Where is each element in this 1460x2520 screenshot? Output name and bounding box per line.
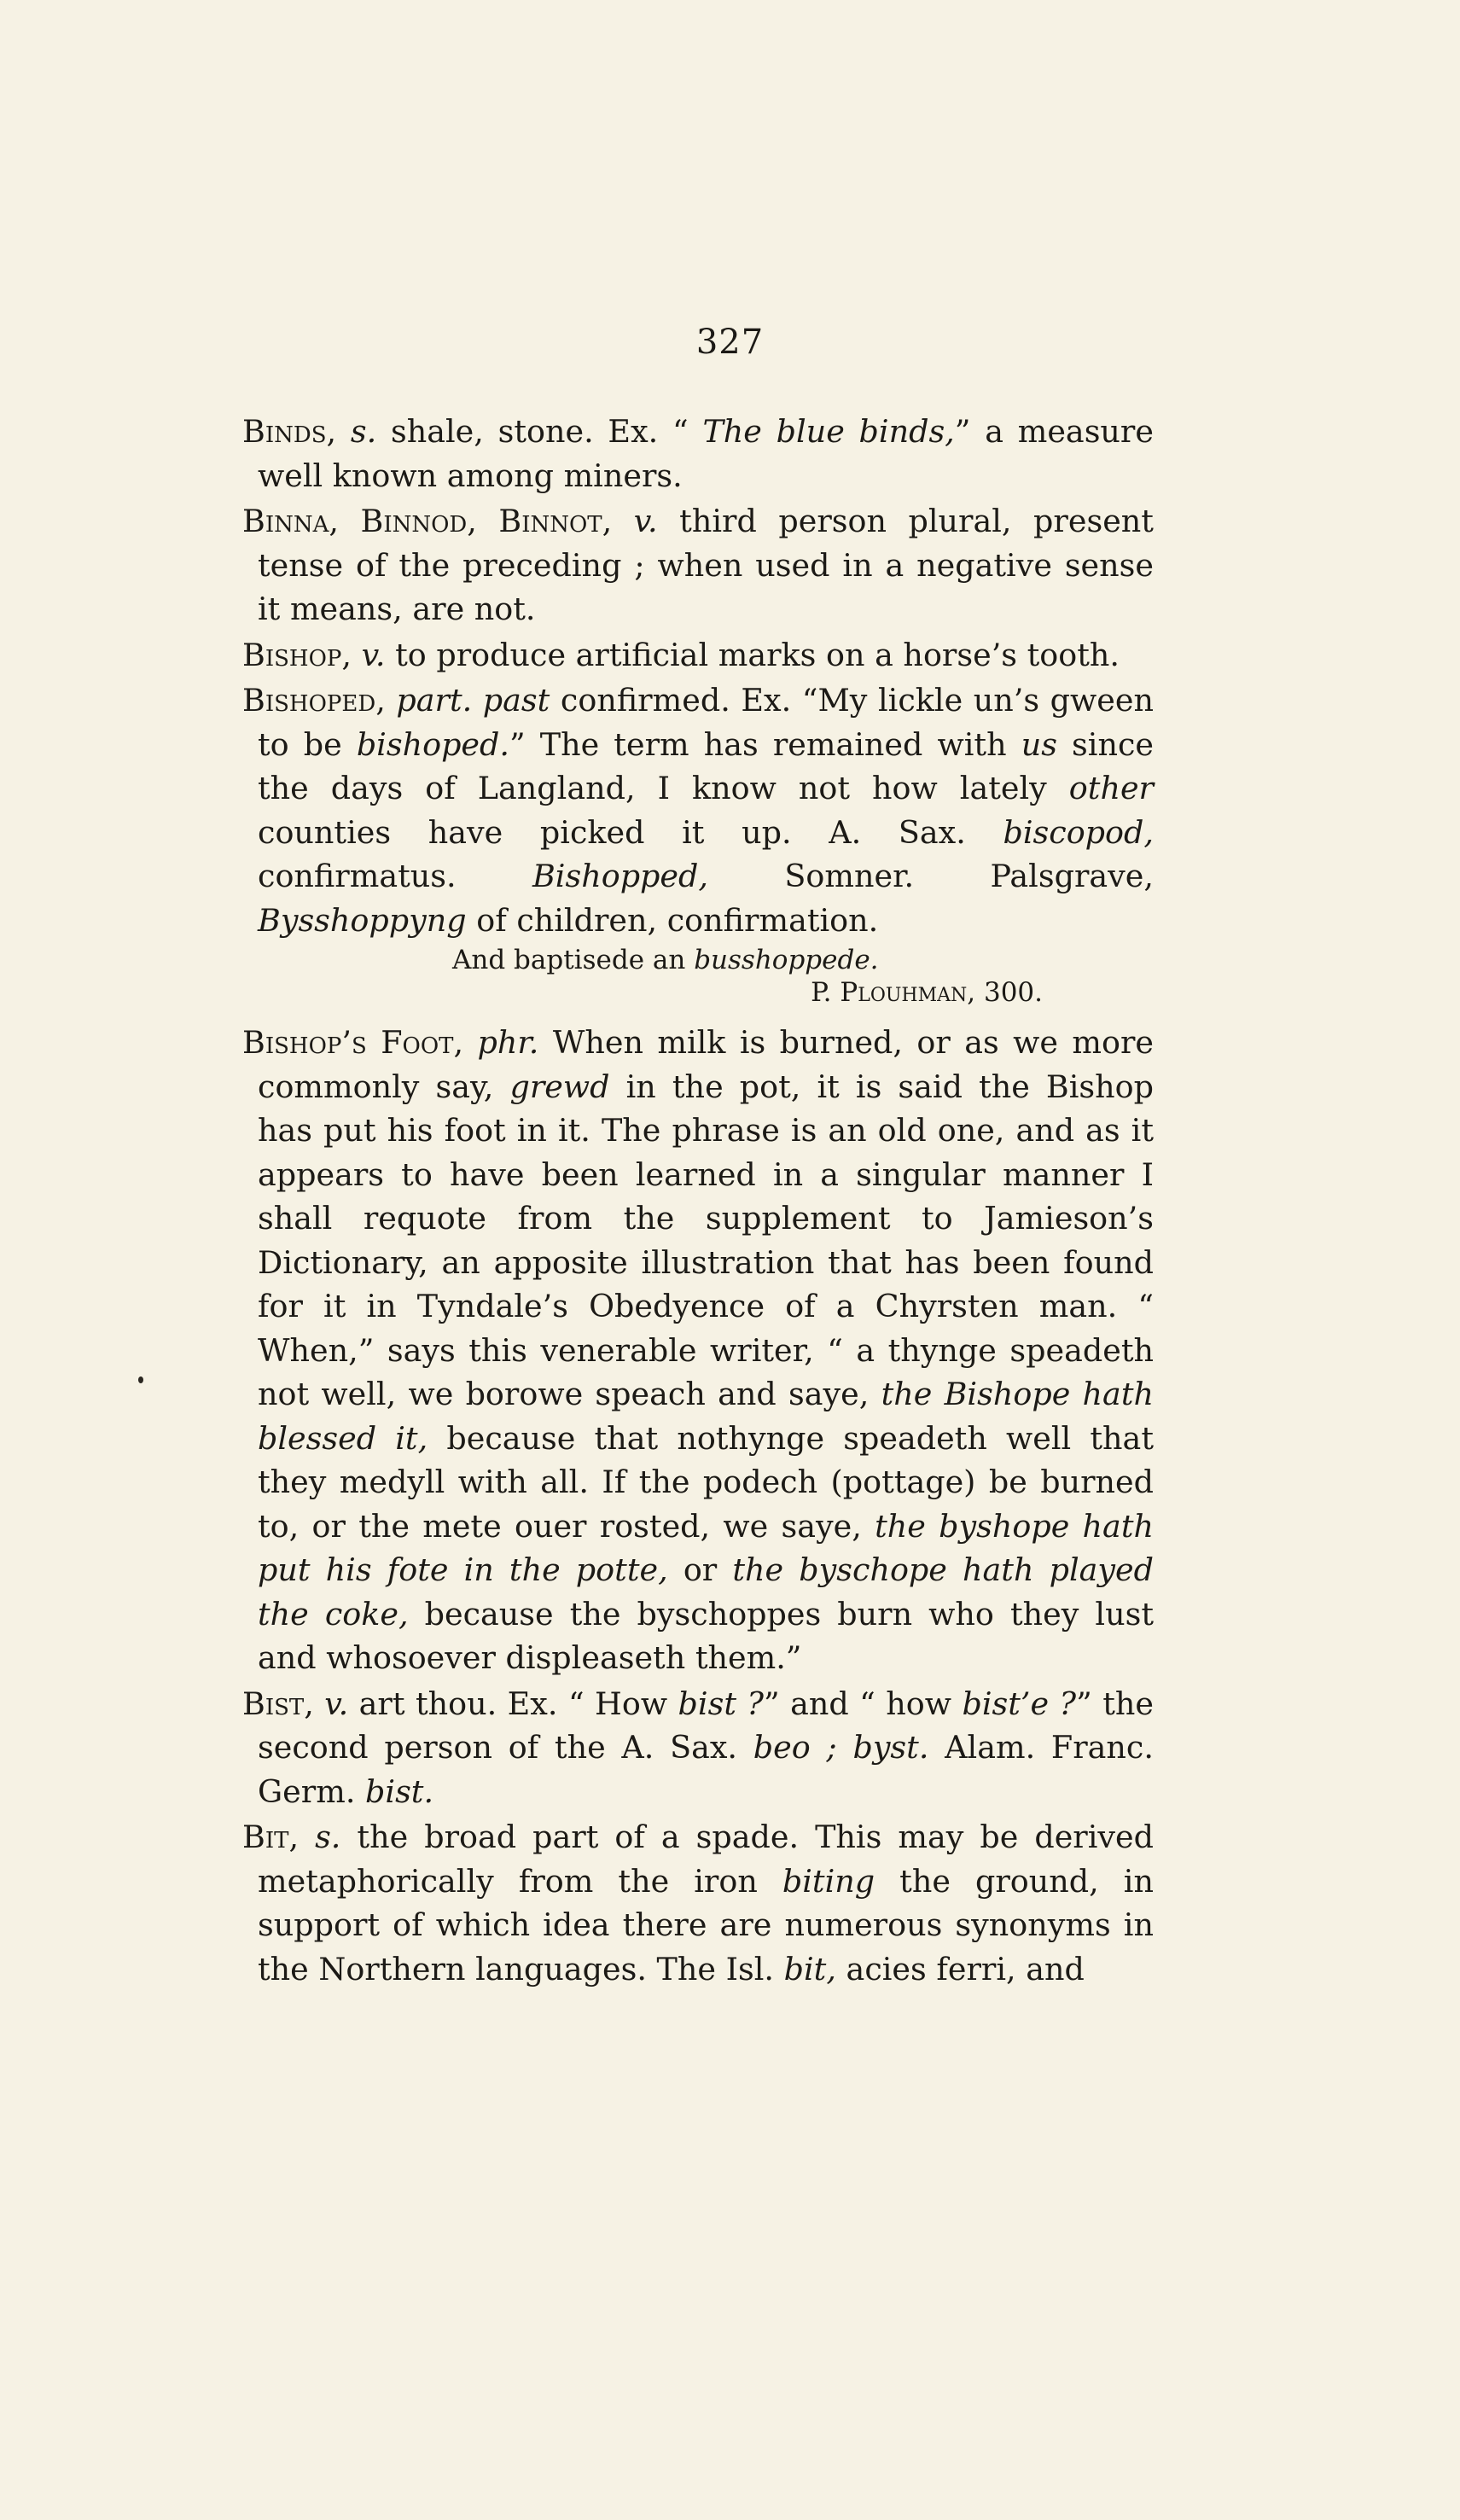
- entry-bishoped: Bishoped, part. past confirmed. Ex. “My lickle un’s gween to be bishoped.” The term has remained with us since the days of Langland, I know not how lately other counties have picked it up. A. Sax. biscopod, confirmatus. Bishopped, Somner. Palsgrave, Bysshoppyng of children, confirmation.: [242, 682, 1154, 939]
- headword: Binna, Binnod, Binnot: [242, 503, 602, 539]
- quotation-line: And baptisede an busshoppede.: [452, 945, 879, 975]
- part-of-speech: phr.: [477, 1024, 539, 1061]
- entry-bishops-foot: Bishop’s Foot, phr. When milk is burned, or as we more commonly say, grewd in the pot, it is said the Bishop has put his foot in it. The phrase is an old one, and as it appears to have been learned in a singular manner I shall requote from the supplement to Jamieson’s Dictionary, an apposite illustration that has been found for it in Tyndale’s Obedyence of a Chyrsten man. “ When,” says this venerable writer, “ a thynge speadeth not well, we borowe speach and saye, the Bishope hath blessed it, because that nothynge speadeth well that they medyll with all. If the podech (pottage) be burned to, or the mete ouer rosted, we saye, the byshope hath put his fote in the potte, or the byschope hath played the coke, because the byschoppes burn who they lust and whosoever displeaseth them.”: [242, 1024, 1154, 1676]
- headword: Bishoped: [242, 682, 376, 719]
- part-of-speech: v.: [324, 1685, 349, 1722]
- entry-binna: Binna, Binnod, Binnot, v. third person plural, present tense of the preceding ; when used in a negative sense it means, are not.: [242, 503, 1154, 627]
- entry-binds: Binds, s. shale, stone. Ex. “ The blue binds,” a measure well known among miners.: [242, 413, 1154, 494]
- headword: Bit: [242, 1819, 289, 1855]
- entry-bishop: Bishop, v. to produce artificial marks on a horse’s tooth.: [242, 636, 1120, 673]
- entry-bit: Bit, s. the broad part of a spade. This may be derived metaphorically from the iron biting the ground, in support of which idea there are numerous synonyms in the Northern languages. The Isl. bit, acies ferri, and: [242, 1819, 1154, 1987]
- part-of-speech: part. past: [396, 682, 550, 719]
- part-of-speech: s.: [350, 413, 377, 450]
- entry-bist: Bist, v. art thou. Ex. “ How bist ?” and “ how bist’e ?” the second person of the A. Sax. beo ; byst. Alam. Franc. Germ. bist.: [242, 1685, 1154, 1810]
- part-of-speech: s.: [315, 1819, 341, 1855]
- margin-mark: [138, 1376, 143, 1383]
- page-number: 327: [695, 323, 765, 362]
- headword: Bist: [242, 1685, 305, 1722]
- dictionary-entries: [242, 410, 1154, 1993]
- headword: Bishop’s Foot: [242, 1024, 454, 1061]
- headword: Bishop: [242, 636, 342, 673]
- part-of-speech: v.: [633, 503, 658, 539]
- part-of-speech: v.: [361, 636, 386, 673]
- quotation-source: P. Plouhman, 300.: [811, 977, 1043, 1008]
- headword: Binds: [242, 413, 327, 450]
- quotation-block: [242, 944, 1154, 1009]
